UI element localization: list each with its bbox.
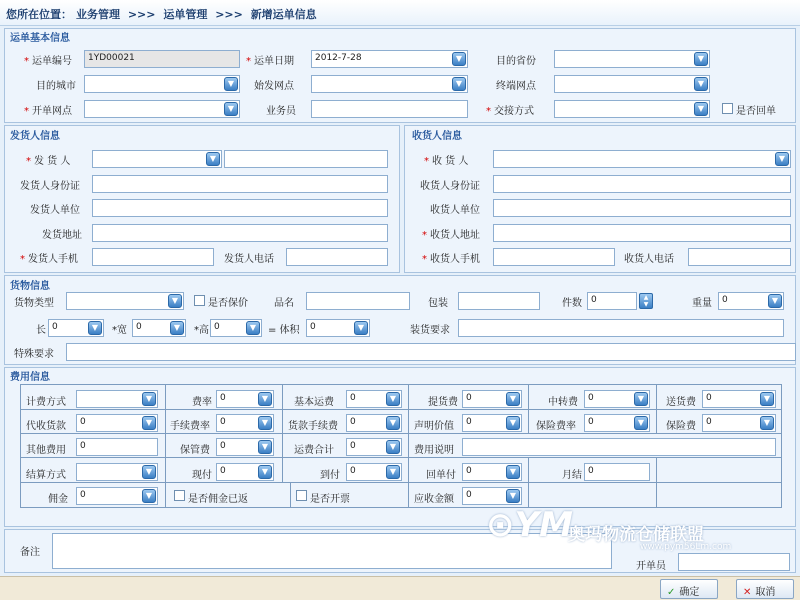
delivery-mode-select[interactable] <box>554 100 710 118</box>
transfer-fee-field[interactable]: 0 <box>584 390 650 408</box>
chevron-down-icon[interactable]: ▼ <box>760 392 774 406</box>
dest-city-label: 目的城市 <box>36 81 76 92</box>
breadcrumb-sep: >>> <box>215 8 243 21</box>
delivery-fee-field[interactable]: 0 <box>702 390 776 408</box>
storage-fee-field[interactable]: 0 <box>216 438 274 456</box>
insured-checkbox[interactable] <box>194 295 205 306</box>
transfer-fee-label: 中转费 <box>548 397 578 408</box>
sender-company-field[interactable] <box>92 199 388 217</box>
cash-pay-field[interactable]: 0 <box>216 463 274 481</box>
dest-city-select[interactable] <box>84 75 240 93</box>
watermark-url: www.pym56Lm.com <box>640 542 732 552</box>
chevron-down-icon[interactable]: ▼ <box>694 77 708 91</box>
pieces-field[interactable]: 0 <box>587 292 637 310</box>
base-freight-label: 基本运费 <box>294 397 334 408</box>
cod-fee-label: 货款手续费 <box>288 421 338 432</box>
chevron-down-icon[interactable]: ▼ <box>386 465 400 479</box>
goods-title: 货物信息 <box>10 281 50 292</box>
freight-total-label: 运费合计 <box>294 445 334 456</box>
sender-phone-label: 发货人电话 <box>224 254 274 265</box>
clerk-field[interactable] <box>311 100 468 118</box>
chevron-down-icon[interactable]: ▼ <box>506 465 520 479</box>
cod-fee-field[interactable]: 0 <box>346 414 402 432</box>
waybill-no-field[interactable]: 1YD00021 <box>84 50 240 68</box>
waybill-date-field[interactable]: 2012-7-28 <box>311 50 468 68</box>
origin-point-label: 始发网点 <box>254 81 294 92</box>
fee-title: 费用信息 <box>10 372 50 383</box>
dest-province-label: 目的省份 <box>496 56 536 67</box>
freight-total-field[interactable]: 0 <box>346 438 402 456</box>
watermark-brand: 奥玛物流仓储联盟 <box>568 525 704 545</box>
calc-mode-label: 计费方式 <box>26 397 66 408</box>
ins-fee-field[interactable]: 0 <box>702 414 776 432</box>
monthly-pay-label: 月结 <box>562 470 582 481</box>
ins-rate-label: 保险费率 <box>536 421 576 432</box>
cod-field[interactable]: 0 <box>76 414 158 432</box>
weight-label: 重量 <box>692 298 712 309</box>
fee-desc-label: 费用说明 <box>414 445 454 456</box>
commission-field[interactable]: 0 <box>76 487 158 505</box>
return-pay-field[interactable]: 0 <box>462 463 522 481</box>
remark-label: 备注 <box>20 547 40 558</box>
loading-req-label: 装货要求 <box>410 325 450 336</box>
arrival-pay-field[interactable]: 0 <box>346 463 402 481</box>
monthly-pay-field[interactable]: 0 <box>584 463 650 481</box>
declared-value-field[interactable]: 0 <box>462 414 522 432</box>
open-point-label: * 开单网点 <box>24 106 72 117</box>
sender-company-label: 发货人单位 <box>30 205 80 216</box>
watermark-logo: ⊙YM <box>486 505 573 545</box>
chevron-down-icon[interactable]: ▼ <box>386 440 400 454</box>
package-label: 包装 <box>428 298 448 309</box>
return-pay-label: 回单付 <box>426 470 456 481</box>
basic-info-title: 运单基本信息 <box>10 33 70 44</box>
storage-fee-label: 保管费 <box>180 445 210 456</box>
breadcrumb-level3: 新增运单信息 <box>250 8 317 21</box>
sender-title: 发货人信息 <box>10 131 60 142</box>
volume-field[interactable]: 0 <box>306 319 370 337</box>
chevron-down-icon[interactable]: ▼ <box>694 52 708 66</box>
receiver-address-field[interactable] <box>493 224 791 242</box>
chevron-down-icon[interactable]: ▼ <box>224 77 238 91</box>
sender-id-label: 发货人身份证 <box>20 181 80 192</box>
chevron-down-icon[interactable]: ▼ <box>506 392 520 406</box>
chevron-down-icon[interactable]: ▼ <box>258 416 272 430</box>
receiver-mobile-label: * 收货人手机 <box>422 254 480 265</box>
chevron-down-icon[interactable]: ▼ <box>258 465 272 479</box>
ins-fee-label: 保险费 <box>666 421 696 432</box>
handling-rate-field[interactable]: 0 <box>216 414 274 432</box>
delivery-fee-label: 送货费 <box>666 397 696 408</box>
receiver-phone-label: 收货人电话 <box>624 254 674 265</box>
invoice-checkbox[interactable] <box>296 490 307 501</box>
chevron-down-icon[interactable]: ▼ <box>142 465 156 479</box>
chevron-down-icon[interactable]: ▼ <box>142 392 156 406</box>
chevron-down-icon[interactable]: ▼ <box>452 77 466 91</box>
return-receipt-checkbox[interactable] <box>722 103 733 114</box>
pickup-fee-label: 提货费 <box>428 397 458 408</box>
invoice-label: 是否开票 <box>310 494 350 505</box>
delivery-mode-label: * 交接方式 <box>486 106 534 117</box>
loading-req-field[interactable] <box>458 319 784 337</box>
return-receipt-label: 是否回单 <box>736 106 776 117</box>
special-req-field[interactable] <box>66 343 796 361</box>
volume-label: = 体积 <box>268 325 300 336</box>
other-fee-field[interactable]: 0 <box>76 438 158 456</box>
sender-name-extra-field[interactable] <box>224 150 388 168</box>
weight-field[interactable]: 0 <box>718 292 784 310</box>
breadcrumb-level1[interactable]: 业务管理 <box>76 8 120 21</box>
chevron-down-icon[interactable]: ▼ <box>170 321 184 335</box>
length-field[interactable]: 0 <box>48 319 104 337</box>
length-label: 长 <box>36 325 46 336</box>
receiver-company-label: 收货人单位 <box>430 205 480 216</box>
chevron-down-icon[interactable]: ▼ <box>634 416 648 430</box>
operator-field[interactable] <box>678 553 790 571</box>
calendar-dropdown-icon[interactable]: ▼ <box>452 52 466 66</box>
chevron-down-icon[interactable]: ▼ <box>386 416 400 430</box>
chevron-down-icon[interactable]: ▼ <box>88 321 102 335</box>
sender-phone-field[interactable] <box>286 248 388 266</box>
chevron-down-icon[interactable]: ▼ <box>775 152 789 166</box>
receiver-name-select[interactable] <box>493 150 791 168</box>
receivable-field[interactable]: 0 <box>462 487 522 505</box>
close-icon: ✕ <box>743 587 752 598</box>
package-field[interactable] <box>458 292 540 310</box>
receiver-id-field[interactable] <box>493 175 791 193</box>
declared-value-label: 声明价值 <box>414 421 454 432</box>
commission-label: 佣金 <box>48 494 68 505</box>
terminal-point-label: 终端网点 <box>496 81 536 92</box>
chevron-down-icon[interactable]: ▼ <box>258 440 272 454</box>
waybill-date-label: * 运单日期 <box>246 56 294 67</box>
width-label: *宽 <box>112 325 127 336</box>
width-field[interactable]: 0 <box>132 319 186 337</box>
chevron-down-icon[interactable]: ▼ <box>246 321 260 335</box>
other-fee-label: 其他费用 <box>26 445 66 456</box>
waybill-no-label: * 运单编号 <box>24 56 72 67</box>
ins-rate-field[interactable]: 0 <box>584 414 650 432</box>
pieces-label: 件数 <box>562 298 582 309</box>
receiver-name-label: * 收 货 人 <box>424 156 469 167</box>
chevron-down-icon[interactable]: ▼ <box>760 416 774 430</box>
receivable-label: 应收金额 <box>414 494 454 505</box>
chevron-down-icon[interactable]: ▼ <box>506 416 520 430</box>
fee-desc-field[interactable] <box>462 438 776 456</box>
rate-field[interactable]: 0 <box>216 390 274 408</box>
commission-paid-label: 是否佣金已返 <box>188 494 248 505</box>
chevron-down-icon[interactable]: ▼ <box>206 152 220 166</box>
dest-province-select[interactable] <box>554 50 710 68</box>
clerk-label: 业务员 <box>266 106 296 117</box>
chevron-down-icon[interactable]: ▼ <box>224 102 238 116</box>
check-icon: ✓ <box>667 587 676 598</box>
cash-pay-label: 现付 <box>192 470 212 481</box>
goods-name-field[interactable] <box>306 292 410 310</box>
chevron-down-icon[interactable]: ▼ <box>506 489 520 503</box>
handling-rate-label: 手续费率 <box>170 421 210 432</box>
operator-label: 开单员 <box>636 561 666 572</box>
chevron-down-icon[interactable]: ▼ <box>168 294 182 308</box>
goods-type-label: 货物类型 <box>14 298 54 309</box>
receiver-company-field[interactable] <box>493 199 791 217</box>
ok-button[interactable]: ✓ 确定 <box>660 579 718 599</box>
height-label: *高 <box>194 325 209 336</box>
base-freight-field[interactable]: 0 <box>346 390 402 408</box>
cancel-button[interactable]: ✕ 取消 <box>736 579 794 599</box>
chevron-down-icon[interactable]: ▼ <box>258 392 272 406</box>
chevron-down-icon[interactable]: ▼ <box>142 416 156 430</box>
breadcrumb-prefix: 您所在位置： <box>6 8 72 21</box>
origin-point-select[interactable] <box>311 75 468 93</box>
receiver-title: 收货人信息 <box>412 131 462 142</box>
settle-mode-label: 结算方式 <box>26 470 66 481</box>
chevron-down-icon[interactable]: ▼ <box>768 294 782 308</box>
rate-label: 费率 <box>192 397 212 408</box>
breadcrumb-level2[interactable]: 运单管理 <box>163 8 208 21</box>
sender-mobile-field[interactable] <box>92 248 214 266</box>
receiver-phone-field[interactable] <box>688 248 791 266</box>
sender-address-field[interactable] <box>92 224 388 242</box>
receiver-mobile-field[interactable] <box>493 248 615 266</box>
chevron-down-icon[interactable]: ▼ <box>634 392 648 406</box>
sender-address-label: 发货地址 <box>42 230 82 241</box>
receiver-address-label: * 收货人地址 <box>422 230 480 241</box>
commission-paid-checkbox[interactable] <box>174 490 185 501</box>
sender-name-select[interactable] <box>92 150 222 168</box>
insured-label: 是否保价 <box>208 298 248 309</box>
special-req-label: 特殊要求 <box>14 349 54 360</box>
breadcrumb <box>0 0 800 26</box>
arrival-pay-label: 到付 <box>320 470 340 481</box>
receiver-id-label: 收货人身份证 <box>420 181 480 192</box>
chevron-down-icon[interactable]: ▼ <box>694 102 708 116</box>
open-point-select[interactable] <box>84 100 240 118</box>
chevron-down-icon[interactable]: ▼ <box>386 392 400 406</box>
sender-name-label: * 发 货 人 <box>26 156 71 167</box>
goods-name-label: 品名 <box>274 298 294 309</box>
chevron-down-icon[interactable]: ▼ <box>142 489 156 503</box>
breadcrumb-sep: >>> <box>127 8 156 21</box>
pieces-spinner-icon[interactable]: ▲ ▼ <box>639 293 653 309</box>
goods-type-select[interactable] <box>66 292 184 310</box>
height-field[interactable]: 0 <box>210 319 262 337</box>
chevron-down-icon[interactable]: ▼ <box>354 321 368 335</box>
sender-id-field[interactable] <box>92 175 388 193</box>
cod-label: 代收货款 <box>26 421 66 432</box>
pickup-fee-field[interactable]: 0 <box>462 390 522 408</box>
sender-mobile-label: * 发货人手机 <box>20 254 78 265</box>
terminal-point-select[interactable] <box>554 75 710 93</box>
